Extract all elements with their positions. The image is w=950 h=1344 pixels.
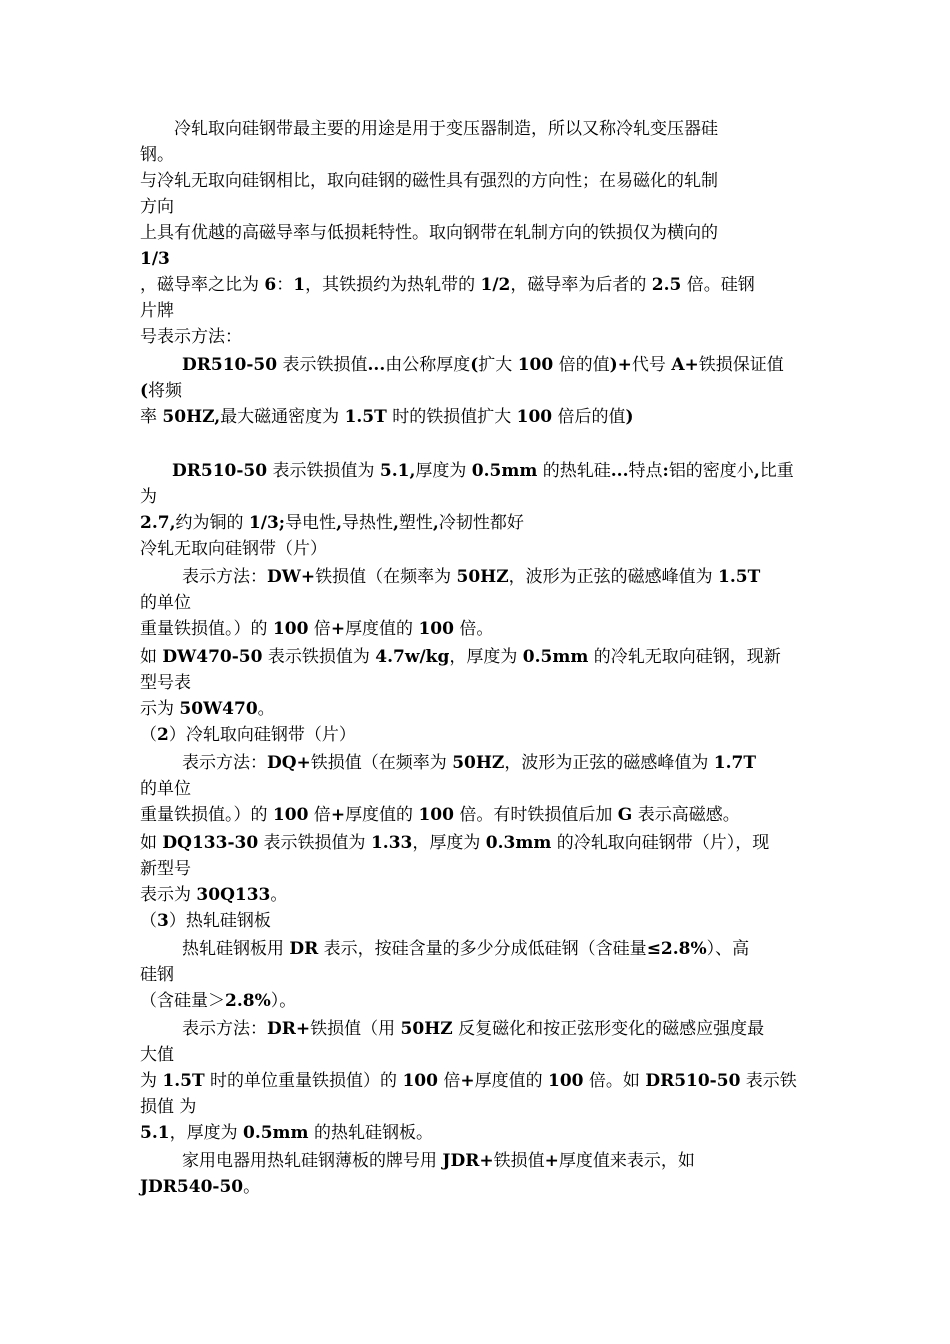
text-line	[174, 116, 718, 142]
text-run: 表示铁损值	[277, 355, 368, 375]
text-run: 的热轧硅钢板。	[308, 1123, 433, 1143]
text-run: （	[140, 911, 157, 931]
bold-text: JDR+	[442, 1151, 494, 1171]
bold-text: ≤2.8%	[646, 939, 707, 959]
text-run: 厚度值的	[345, 619, 419, 639]
bold-text: 50HZ	[400, 1019, 453, 1039]
text-run: 大值	[140, 1045, 174, 1065]
bold-text: 1	[293, 275, 306, 295]
text-run: 表示为	[140, 885, 197, 905]
text-run: 表示铁损值为	[267, 461, 380, 481]
text-line	[140, 536, 327, 562]
text-run: 表示高磁感。	[632, 805, 740, 825]
bold-text: 1/3	[140, 249, 170, 269]
text-line	[140, 484, 157, 510]
text-run: 如	[140, 647, 163, 667]
bold-text: ,	[336, 513, 342, 533]
bold-text: DR510-50	[182, 355, 278, 375]
text-run: 倍后的值	[552, 407, 626, 427]
bold-text: 2.7,	[140, 513, 176, 533]
bold-text: DQ133-30	[162, 833, 259, 853]
text-run: 上具有优越的高磁导率与低损耗特性。取向钢带在轧制方向的铁损仅为横向的	[140, 223, 718, 243]
text-run: 倍。如	[583, 1071, 646, 1091]
text-run: 铁损值（在频率为	[310, 753, 453, 773]
text-run: 时的铁损值扩大	[386, 407, 517, 427]
bold-text: 100	[272, 805, 309, 825]
bold-text: 100	[402, 1071, 438, 1091]
bold-text: ,	[392, 513, 399, 533]
text-run: 表示方法：	[182, 1019, 267, 1039]
text-run: 钢。	[140, 145, 174, 165]
text-run: 表示方法：	[182, 753, 267, 773]
text-run: 倍的值	[553, 355, 610, 375]
text-run: ）冷轧取向硅钢带（片）	[168, 725, 356, 745]
text-run: ，波形为正弦的磁感峰值为	[508, 567, 719, 587]
bold-text: 100	[418, 619, 454, 639]
bold-text: +	[460, 1071, 475, 1091]
text-run: ，厚度为	[412, 833, 486, 853]
bold-text: 1/2	[480, 275, 511, 295]
text-run: 反复磁化和按正弦形变化的磁感应强度最	[452, 1019, 765, 1039]
bold-text: 30Q133	[196, 885, 271, 905]
text-line	[140, 590, 191, 616]
text-run: 倍。硅钢	[681, 275, 755, 295]
bold-text: DQ+	[267, 753, 311, 773]
text-line	[140, 324, 242, 350]
text-run: ）。	[270, 991, 297, 1011]
text-line	[140, 510, 524, 536]
bold-text: A+	[671, 355, 699, 375]
text-line	[140, 404, 634, 430]
text-run: 铁损值（用	[310, 1019, 401, 1039]
text-run: 冷韧性都好	[438, 513, 524, 533]
text-line	[140, 1094, 196, 1120]
text-line	[182, 1016, 764, 1042]
bold-text: DR	[289, 939, 319, 959]
bold-text: 0.5mm	[522, 647, 589, 667]
bold-text: 4.7w/kg	[375, 647, 450, 667]
text-run: 型号表	[140, 673, 191, 693]
text-run: ，磁导率为后者的	[510, 275, 652, 295]
text-line	[140, 988, 296, 1014]
text-run: 将频	[148, 381, 183, 401]
text-run: ，磁导率之比为	[140, 275, 265, 295]
bold-text: 1.5T	[718, 567, 761, 587]
text-run: 铁损值（在频率为	[315, 567, 457, 587]
bold-text: ...	[367, 355, 386, 375]
text-run: 的单位	[140, 593, 191, 613]
text-run: 热轧硅钢板用	[182, 939, 290, 959]
bold-text: 1/3;	[248, 513, 286, 533]
text-run: 表示方法：	[182, 567, 267, 587]
text-line	[140, 830, 769, 856]
bold-text: 50W470	[179, 699, 258, 719]
bold-text: (	[470, 355, 479, 375]
text-run: 最大磁通密度为	[220, 407, 345, 427]
text-run: 倍	[437, 1071, 461, 1091]
text-line	[140, 856, 191, 882]
text-run: ）、高	[706, 939, 750, 959]
text-line	[182, 1148, 695, 1174]
text-line	[140, 220, 718, 246]
text-run: 导电性	[285, 513, 337, 533]
text-run: 厚度值来表示，如	[558, 1151, 695, 1171]
bold-text: )	[625, 407, 634, 427]
bold-text: 5.1,	[379, 461, 416, 481]
bold-text: )+	[609, 355, 632, 375]
text-run: ：	[276, 275, 294, 295]
bold-text: 2.8%	[225, 991, 271, 1011]
text-run: ，厚度为	[169, 1123, 243, 1143]
bold-text: 5.1	[140, 1123, 170, 1143]
text-run: ，波形为正弦的磁感峰值为	[504, 753, 714, 773]
text-line	[140, 378, 182, 404]
bold-text: 2.5	[651, 275, 682, 295]
text-run: 方向	[140, 197, 174, 217]
text-run: ，其铁损约为热轧带的	[305, 275, 481, 295]
text-run: 由公称厚度	[385, 355, 471, 375]
text-run: 倍。	[453, 619, 494, 639]
text-run: 为	[140, 487, 157, 507]
bold-text: DR510-50	[645, 1071, 741, 1091]
text-run: 号表示方法：	[140, 327, 242, 347]
text-run: 厚度值的	[345, 805, 419, 825]
text-line	[140, 802, 740, 828]
text-run: 家用电器用热轧硅钢薄板的牌号用	[182, 1151, 443, 1171]
text-run: （	[140, 725, 157, 745]
text-run: 重量铁损值。）的	[140, 619, 273, 639]
text-run: （含硅量＞	[140, 991, 225, 1011]
text-run: 的冷轧无取向硅钢，现新	[588, 647, 781, 667]
text-run: 硅钢	[140, 965, 174, 985]
text-run: 的热轧硅	[537, 461, 611, 481]
text-line	[140, 272, 755, 298]
bold-text: 100	[517, 355, 554, 375]
text-run: 冷轧取向硅钢带最主要的用途是用于变压器制造，所以又称冷轧变压器硅	[174, 119, 718, 139]
text-run: 约为铜的	[175, 513, 249, 533]
text-run: 时的单位重量铁损值）的	[204, 1071, 403, 1091]
bold-text: 50HZ	[452, 753, 505, 773]
text-run: 倍	[308, 805, 331, 825]
bold-text: 0.5mm	[471, 461, 538, 481]
text-run: 厚度为	[415, 461, 472, 481]
text-run: 的单位	[140, 779, 191, 799]
bold-text: ,	[753, 461, 760, 481]
text-line	[140, 962, 174, 988]
text-run: 为	[140, 1071, 163, 1091]
text-run: 与冷轧无取向硅钢相比，取向硅钢的磁性具有强烈的方向性；在易磁化的轧制	[140, 171, 718, 191]
text-line	[140, 670, 191, 696]
text-line	[140, 1174, 260, 1200]
bold-text: 100	[272, 619, 309, 639]
bold-text: DR510-50	[172, 461, 268, 481]
bold-text: 50HZ	[456, 567, 509, 587]
text-run: 铁损保证值	[698, 355, 784, 375]
bold-text: 1.5T	[162, 1071, 205, 1091]
text-run: 冷轧无取向硅钢带（片）	[140, 539, 327, 559]
bold-text: 0.3mm	[485, 833, 552, 853]
text-run: 。	[270, 885, 288, 905]
text-run: 倍	[308, 619, 331, 639]
text-line	[140, 298, 174, 324]
bold-text: DW470-50	[162, 647, 263, 667]
text-line	[182, 564, 760, 590]
text-run: 表示铁损值为	[262, 647, 376, 667]
text-line	[182, 352, 784, 378]
text-run: 比重	[759, 461, 794, 481]
text-line	[140, 644, 781, 670]
text-line	[140, 1042, 174, 1068]
bold-text: 2	[157, 725, 169, 745]
text-line	[172, 458, 794, 484]
text-line	[140, 908, 271, 934]
text-line	[140, 194, 174, 220]
text-run: 率	[140, 407, 163, 427]
text-run: ，厚度为	[449, 647, 523, 667]
bold-text: 100	[516, 407, 553, 427]
bold-text: :	[662, 461, 669, 481]
bold-text: 1.5T	[344, 407, 387, 427]
bold-text: DW+	[267, 567, 316, 587]
bold-text: DR+	[267, 1019, 311, 1039]
text-run: 表示，按硅含量的多少分成低硅钢（含硅量	[318, 939, 647, 959]
text-run: 。	[257, 699, 275, 719]
bold-text: 3	[157, 911, 169, 931]
text-run: 。	[243, 1177, 261, 1197]
text-run: 的冷轧取向硅钢带（片），现	[551, 833, 770, 853]
text-run: 倍。有时铁损值后加	[453, 805, 618, 825]
text-line	[140, 616, 493, 642]
bold-text: +	[330, 805, 346, 825]
bold-text: ,	[432, 513, 439, 533]
text-line	[140, 168, 718, 194]
bold-text: (	[140, 381, 149, 401]
text-run: ）热轧硅钢板	[168, 911, 271, 931]
text-run: 示为	[140, 699, 180, 719]
bold-text: JDR540-50	[140, 1177, 244, 1197]
text-run: 新型号	[140, 859, 191, 879]
text-line	[140, 776, 191, 802]
bold-text: 1.33	[370, 833, 413, 853]
text-run: 如	[140, 833, 163, 853]
text-line	[140, 696, 275, 722]
bold-text: ...	[610, 461, 629, 481]
text-run: 扩大	[478, 355, 518, 375]
bold-text: G	[617, 805, 633, 825]
text-line	[140, 142, 174, 168]
bold-text: +	[330, 619, 346, 639]
text-run: 表示铁损值为	[258, 833, 371, 853]
bold-text: 6	[264, 275, 277, 295]
bold-text: 0.5mm	[242, 1123, 309, 1143]
text-run: 导热性	[341, 513, 393, 533]
text-run: 代号	[631, 355, 672, 375]
text-line	[182, 936, 749, 962]
text-run: 重量铁损值。）的	[140, 805, 273, 825]
text-run: 铝的密度小	[668, 461, 754, 481]
bold-text: 100	[548, 1071, 584, 1091]
bold-text: 50HZ,	[162, 407, 221, 427]
bold-text: +	[544, 1151, 559, 1171]
text-run: 片牌	[140, 301, 174, 321]
text-run: 塑性	[398, 513, 433, 533]
text-line	[140, 1068, 797, 1094]
text-run: 表示铁	[740, 1071, 797, 1091]
bold-text: 100	[418, 805, 454, 825]
text-run: 损值 为	[140, 1097, 197, 1117]
text-line	[140, 246, 170, 272]
bold-text: 1.7T	[713, 753, 756, 773]
text-line	[182, 750, 756, 776]
text-line	[140, 1120, 433, 1146]
text-line	[140, 882, 287, 908]
text-run: 特点	[628, 461, 663, 481]
text-run: 厚度值的	[474, 1071, 549, 1091]
text-line	[140, 722, 356, 748]
text-run: 铁损值	[493, 1151, 545, 1171]
